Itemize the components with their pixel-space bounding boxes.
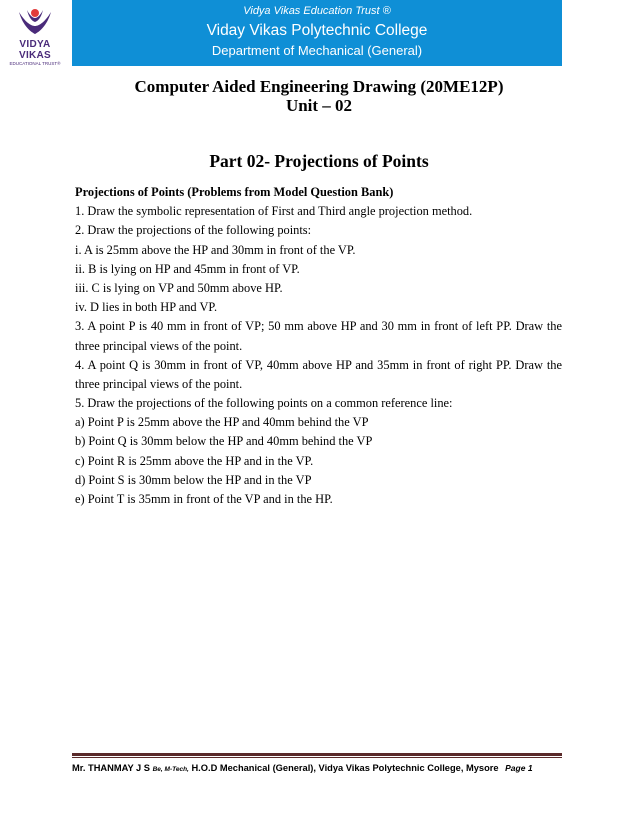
list-item: c) Point R is 25mm above the HP and in the VP. <box>75 453 314 468</box>
header-banner <box>72 0 562 66</box>
list-item: three principal views of the point. <box>75 338 243 353</box>
list-item: 5. Draw the projections of the following points on a common reference line: <box>75 396 453 411</box>
department-name: Department of Mechanical (General) <box>211 43 423 58</box>
footer-author: Mr. THANMAY J S <box>72 763 151 773</box>
question-list <box>75 183 562 509</box>
list-item: d) Point S is 30mm below the HP and in the VP <box>75 472 312 487</box>
list-item: iv. D lies in both HP and VP. <box>75 300 218 315</box>
document-title: Computer Aided Engineering Drawing (20ME12P) <box>134 77 504 96</box>
list-item: iii. C is lying on VP and 50mm above HP. <box>75 280 283 295</box>
list-item: 4. A point Q is 30mm in front of VP, 40mm above HP and 35mm in front of right PP. Draw the <box>75 357 562 372</box>
list-item: i. A is 25mm above the HP and 30mm in front of the VP. <box>75 242 356 257</box>
footer-qualification: Be, M-Tech, <box>152 766 189 773</box>
page-number: Page 1 <box>505 763 533 773</box>
list-item: a) Point P is 25mm above the HP and 40mm behind the VP <box>75 415 369 430</box>
footer-divider-thin <box>72 757 562 758</box>
college-name: Viday Vikas Polytechnic College <box>206 22 428 39</box>
list-item: 2. Draw the projections of the following points: <box>75 223 312 238</box>
list-item: e) Point T is 35mm in front of the VP and in the HP. <box>75 492 333 506</box>
part-title: Part 02- Projections of Points <box>209 151 429 171</box>
list-item: 1. Draw the symbolic representation of First and Third angle projection method. <box>75 204 473 219</box>
footer-role: H.O.D Mechanical (General), Vidya Vikas Polytechnic College, Mysore <box>191 763 499 773</box>
list-item: 3. A point P is 40 mm in front of VP; 50 mm above HP and 30 mm in front of left PP. Draw the <box>75 319 562 334</box>
trust-name: Vidya Vikas Education Trust ® <box>243 5 391 17</box>
college-logo <box>4 6 66 66</box>
section-subheading: Projections of Points (Problems from Model Question Bank) <box>75 185 394 199</box>
footer-divider <box>72 753 562 756</box>
unit-title: Unit – 02 <box>285 96 353 115</box>
logo-subtitle: EDUCATIONAL TRUST® <box>9 61 61 66</box>
logo-name: VIDYA VIKAS <box>18 39 52 61</box>
list-item: ii. B is lying on HP and 45mm in front of VP. <box>75 261 300 276</box>
page-footer <box>72 763 564 773</box>
list-item: three principal views of the point. <box>75 376 243 391</box>
vidya-vikas-emblem-icon <box>15 6 55 38</box>
list-item: b) Point Q is 30mm below the HP and 40mm behind the VP <box>75 434 373 449</box>
